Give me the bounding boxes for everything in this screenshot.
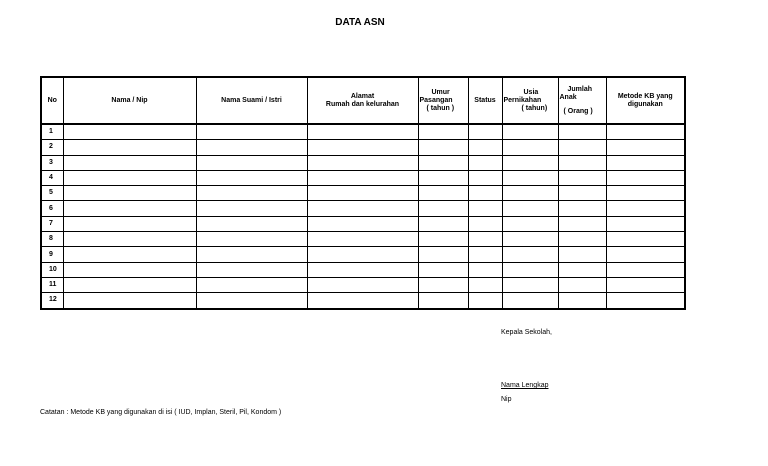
nama-nip-cell[interactable]	[63, 186, 196, 201]
asn-data-table	[40, 76, 686, 310]
umur-pasangan-cell[interactable]	[418, 232, 468, 247]
umur-pasangan-cell[interactable]	[418, 277, 468, 292]
nama-suami-istri-cell[interactable]	[196, 124, 307, 140]
jumlah-anak-cell[interactable]	[558, 247, 606, 262]
alamat-cell[interactable]	[307, 247, 418, 262]
metode-kb-cell[interactable]	[606, 140, 685, 155]
header-umur-line2: Pasangan	[419, 96, 453, 104]
metode-kb-cell[interactable]	[606, 186, 685, 201]
usia-pernikahan-cell[interactable]	[502, 140, 558, 155]
metode-kb-cell[interactable]	[606, 247, 685, 262]
table-row	[41, 201, 685, 216]
header-jumlah-anak	[558, 77, 606, 124]
header-usia-line1: Usia	[523, 88, 539, 96]
row-number: 1	[41, 124, 63, 140]
usia-pernikahan-cell[interactable]	[502, 232, 558, 247]
usia-pernikahan-cell[interactable]	[502, 170, 558, 185]
usia-pernikahan-cell[interactable]	[502, 186, 558, 201]
alamat-cell[interactable]	[307, 262, 418, 277]
alamat-cell[interactable]	[307, 124, 418, 140]
metode-kb-cell[interactable]	[606, 201, 685, 216]
header-jumlah-line3: ( Orang )	[563, 107, 593, 115]
nama-nip-cell[interactable]	[63, 247, 196, 262]
table-row	[41, 247, 685, 262]
nama-suami-istri-cell[interactable]	[196, 140, 307, 155]
metode-kb-cell[interactable]	[606, 155, 685, 170]
header-alamat-line2: Rumah dan kelurahan	[325, 100, 400, 108]
jumlah-anak-cell[interactable]	[558, 216, 606, 231]
umur-pasangan-cell[interactable]	[418, 293, 468, 309]
status-cell[interactable]	[468, 277, 502, 292]
table-row	[41, 262, 685, 277]
row-number: 7	[41, 216, 63, 231]
umur-pasangan-cell[interactable]	[418, 155, 468, 170]
alamat-cell[interactable]	[307, 155, 418, 170]
usia-pernikahan-cell[interactable]	[502, 247, 558, 262]
umur-pasangan-cell[interactable]	[418, 140, 468, 155]
status-cell[interactable]	[468, 140, 502, 155]
jumlah-anak-cell[interactable]	[558, 124, 606, 140]
header-jumlah-line1: Jumlah	[567, 85, 593, 93]
header-umur-line3: ( tahun )	[426, 104, 455, 112]
header-nama-nip: Nama / Nip	[63, 77, 196, 124]
umur-pasangan-cell[interactable]	[418, 170, 468, 185]
nama-nip-cell[interactable]	[63, 216, 196, 231]
metode-kb-cell[interactable]	[606, 232, 685, 247]
alamat-cell[interactable]	[307, 293, 418, 309]
alamat-cell[interactable]	[307, 186, 418, 201]
nama-nip-cell[interactable]	[63, 124, 196, 140]
nama-suami-istri-cell[interactable]	[196, 201, 307, 216]
status-cell[interactable]	[468, 247, 502, 262]
alamat-cell[interactable]	[307, 170, 418, 185]
nama-lengkap-label: Nama Lengkap	[501, 382, 549, 389]
umur-pasangan-cell[interactable]	[418, 247, 468, 262]
table-row	[41, 170, 685, 185]
nip-label: Nip	[501, 396, 512, 403]
nama-suami-istri-cell[interactable]	[196, 293, 307, 309]
status-cell[interactable]	[468, 216, 502, 231]
header-alamat	[307, 77, 418, 124]
usia-pernikahan-cell[interactable]	[502, 124, 558, 140]
table-row	[41, 293, 685, 309]
metode-kb-cell[interactable]	[606, 170, 685, 185]
alamat-cell[interactable]	[307, 201, 418, 216]
alamat-cell[interactable]	[307, 140, 418, 155]
nama-suami-istri-cell[interactable]	[196, 216, 307, 231]
table-row	[41, 186, 685, 201]
nama-nip-cell[interactable]	[63, 201, 196, 216]
row-number: 3	[41, 155, 63, 170]
header-metode-line1: Metode KB yang	[617, 92, 673, 100]
jumlah-anak-cell[interactable]	[558, 201, 606, 216]
usia-pernikahan-cell[interactable]	[502, 262, 558, 277]
status-cell[interactable]	[468, 186, 502, 201]
jumlah-anak-cell[interactable]	[558, 277, 606, 292]
jumlah-anak-cell[interactable]	[558, 293, 606, 309]
row-number: 4	[41, 170, 63, 185]
jumlah-anak-cell[interactable]	[558, 186, 606, 201]
row-number: 11	[41, 277, 63, 292]
catatan-note: Catatan : Metode KB yang digunakan di isi ( IUD, Implan, Steril, Pil, Kondom )	[40, 409, 282, 416]
table-row	[41, 140, 685, 155]
header-alamat-line1: Alamat	[350, 92, 375, 100]
header-metode-line2: digunakan	[627, 100, 663, 108]
nama-nip-cell[interactable]	[63, 170, 196, 185]
metode-kb-cell[interactable]	[606, 262, 685, 277]
header-umur-pasangan	[418, 77, 468, 124]
alamat-cell[interactable]	[307, 232, 418, 247]
usia-pernikahan-cell[interactable]	[502, 201, 558, 216]
row-number: 6	[41, 201, 63, 216]
table-row	[41, 232, 685, 247]
metode-kb-cell[interactable]	[606, 277, 685, 292]
row-number: 10	[41, 262, 63, 277]
alamat-cell[interactable]	[307, 277, 418, 292]
header-metode-kb	[606, 77, 685, 124]
metode-kb-cell[interactable]	[606, 124, 685, 140]
nama-nip-cell[interactable]	[63, 155, 196, 170]
umur-pasangan-cell[interactable]	[418, 186, 468, 201]
jumlah-anak-cell[interactable]	[558, 232, 606, 247]
header-usia-pernikahan	[502, 77, 558, 124]
nama-nip-cell[interactable]	[63, 277, 196, 292]
table-header-row	[41, 77, 685, 124]
header-usia-line3: ( tahun)	[521, 104, 548, 112]
status-cell[interactable]	[468, 232, 502, 247]
status-cell[interactable]	[468, 201, 502, 216]
header-jumlah-line2: Anak	[559, 93, 577, 101]
table-row	[41, 124, 685, 140]
nama-suami-istri-cell[interactable]	[196, 186, 307, 201]
nama-nip-cell[interactable]	[63, 232, 196, 247]
header-nama-suami-istri: Nama Suami / Istri	[196, 77, 307, 124]
nama-suami-istri-cell[interactable]	[196, 232, 307, 247]
nama-suami-istri-cell[interactable]	[196, 155, 307, 170]
nama-suami-istri-cell[interactable]	[196, 277, 307, 292]
table-row	[41, 216, 685, 231]
umur-pasangan-cell[interactable]	[418, 216, 468, 231]
status-cell[interactable]	[468, 262, 502, 277]
status-cell[interactable]	[468, 124, 502, 140]
jumlah-anak-cell[interactable]	[558, 262, 606, 277]
umur-pasangan-cell[interactable]	[418, 201, 468, 216]
header-usia-line2: Pernikahan	[503, 96, 542, 104]
nama-nip-cell[interactable]	[63, 262, 196, 277]
jumlah-anak-cell[interactable]	[558, 155, 606, 170]
header-umur-line1: Umur	[431, 88, 450, 96]
usia-pernikahan-cell[interactable]	[502, 293, 558, 309]
umur-pasangan-cell[interactable]	[418, 262, 468, 277]
row-number: 9	[41, 247, 63, 262]
metode-kb-cell[interactable]	[606, 216, 685, 231]
usia-pernikahan-cell[interactable]	[502, 155, 558, 170]
status-cell[interactable]	[468, 170, 502, 185]
status-cell[interactable]	[468, 293, 502, 309]
header-status: Status	[468, 77, 502, 124]
table-row	[41, 155, 685, 170]
row-number: 8	[41, 232, 63, 247]
jumlah-anak-cell[interactable]	[558, 140, 606, 155]
metode-kb-cell[interactable]	[606, 293, 685, 309]
row-number: 2	[41, 140, 63, 155]
nama-suami-istri-cell[interactable]	[196, 262, 307, 277]
umur-pasangan-cell[interactable]	[418, 124, 468, 140]
status-cell[interactable]	[468, 155, 502, 170]
row-number: 5	[41, 186, 63, 201]
page-title: DATA ASN	[335, 17, 385, 28]
row-number: 12	[41, 293, 63, 309]
usia-pernikahan-cell[interactable]	[502, 216, 558, 231]
jumlah-anak-cell[interactable]	[558, 170, 606, 185]
kepala-sekolah-label: Kepala Sekolah,	[501, 329, 552, 336]
nama-nip-cell[interactable]	[63, 293, 196, 309]
nama-nip-cell[interactable]	[63, 140, 196, 155]
nama-suami-istri-cell[interactable]	[196, 170, 307, 185]
alamat-cell[interactable]	[307, 216, 418, 231]
nama-suami-istri-cell[interactable]	[196, 247, 307, 262]
header-no: No	[41, 77, 63, 124]
usia-pernikahan-cell[interactable]	[502, 277, 558, 292]
table-row	[41, 277, 685, 292]
